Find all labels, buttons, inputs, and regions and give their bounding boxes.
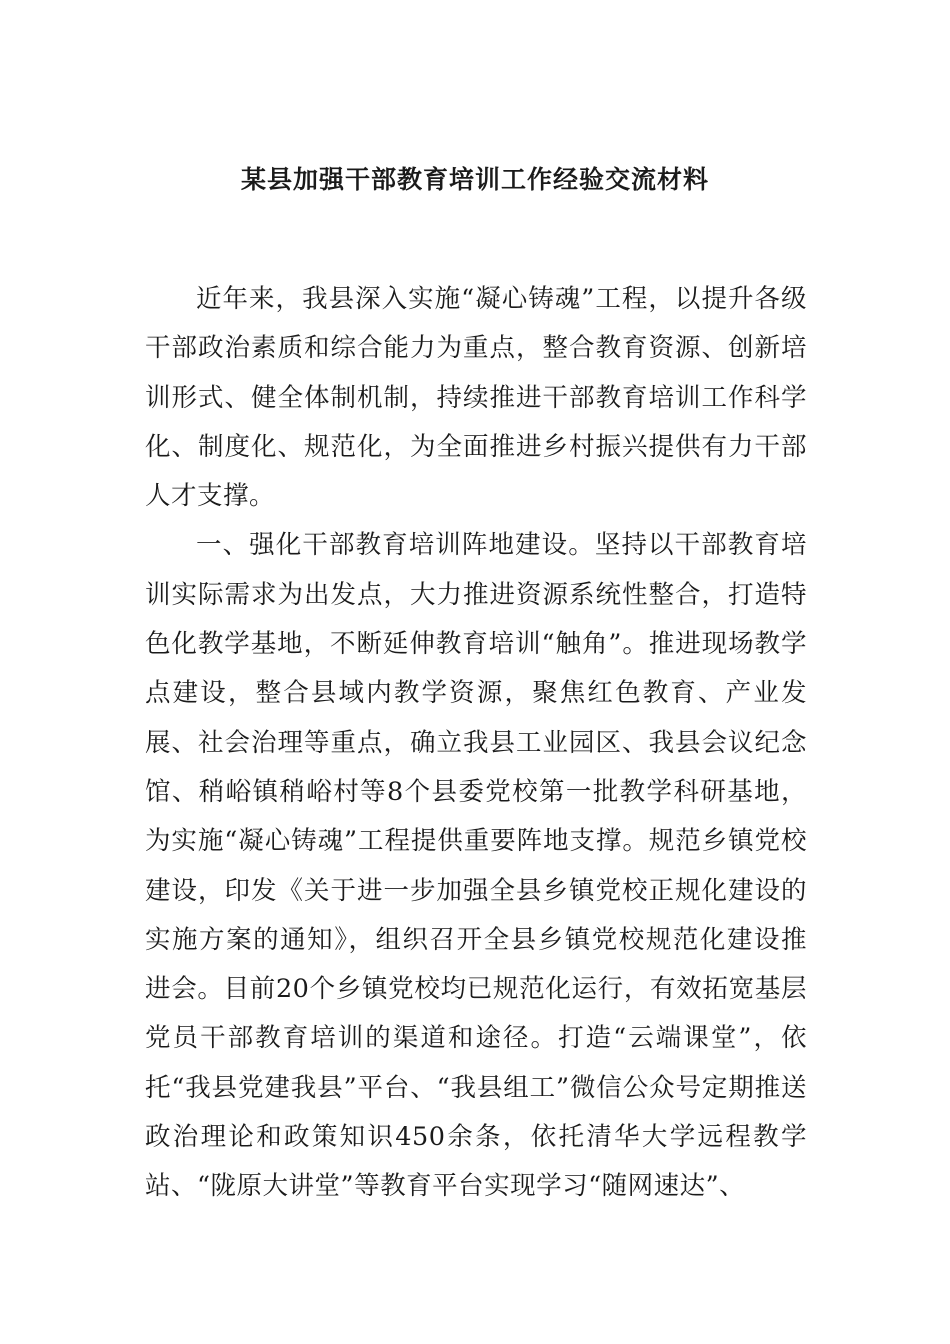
document-body	[145, 275, 807, 1212]
document-title: 某县加强干部教育培训工作经验交流材料	[240, 165, 709, 194]
paragraph-intro: 近年来，我县深入实施“凝心铸魂”工程，以提升各级干部政治素质和综合能力为重点，整合教育资源、创新培训形式、健全体制机制，持续推进干部教育培训工作科学化、制度化、规范化，为全面推进乡村振兴提供有力干部人才支撑。	[145, 284, 807, 512]
paragraph-section-one: 一、强化干部教育培训阵地建设。坚持以干部教育培训实际需求为出发点，大力推进资源系统性整合，打造特色化教学基地，不断延伸教育培训“触角”。推进现场教学点建设，整合县域内教学资源，聚焦红色教育、产业发展、社会治理等重点，确立我县工业园区、我县会议纪念馆、稍峪镇稍峪村等8个县委党校第一批教学科研基地，为实施“凝心铸魂”工程提供重要阵地支撑。规范乡镇党校建设，印发《关于进一步加强全县乡镇党校正规化建设的实施方案的通知》，组织召开全县乡镇党校规范化建设推进会。目前20个乡镇党校均已规范化运行，有效拓宽基层党员干部教育培训的渠道和途径。打造“云端课堂”，依托“我县党建我县”平台、“我县组工”微信公众号定期推送政治理论和政策知识450余条，依托清华大学远程教学站、“陇原大讲堂”等教育平台实现学习“随网速达”、	[145, 530, 807, 1202]
